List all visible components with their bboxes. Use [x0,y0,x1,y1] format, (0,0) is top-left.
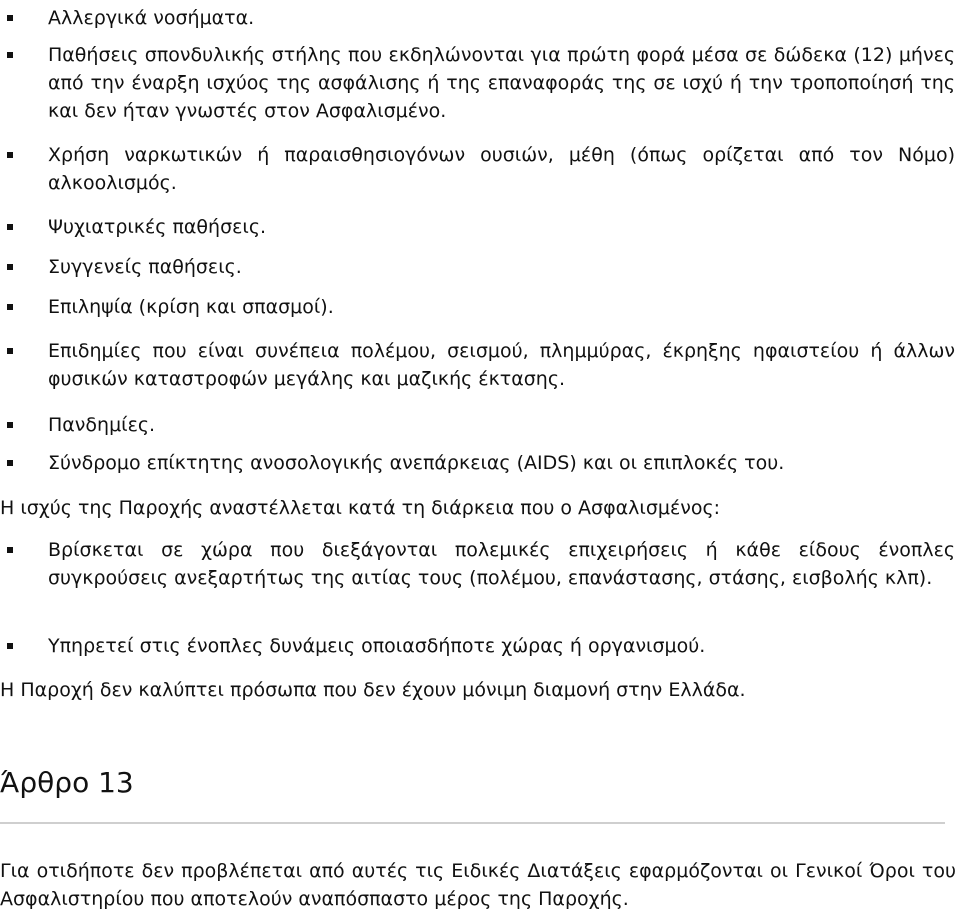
list-item-text: Επιδημίες που είναι συνέπεια πολέμου, σεισμού, πλημμύρας, έκρηξης ηφαιστείου ή άλλων φυσικών καταστροφών μεγάλης και μαζικής έκτασης. [48,340,955,390]
article-text: Για οτιδήποτε δεν προβλέπεται από αυτές τις Ειδικές Διατάξεις εφαρμόζονται οι Γενικοί Όροι του Ασφαλιστηρίου που αποτελούν αναπόσπαστο μέρος της Παροχής. [0,860,956,910]
bullet-square-icon [7,224,13,230]
bullet-square-icon [7,52,13,58]
heading-divider [0,822,945,824]
suspension-intro: Η ισχύς της Παροχής αναστέλλεται κατά τη διάρκεια που ο Ασφαλισμένος: [0,497,721,519]
bullet-square-icon [7,304,13,310]
list-item-text: Ψυχιατρικές παθήσεις. [48,216,267,238]
residency-note: Η Παροχή δεν καλύπτει πρόσωπα που δεν έχουν μόνιμη διαμονή στην Ελλάδα. [0,679,746,701]
bullet-square-icon [7,264,13,270]
list-item-text: Πανδημίες. [48,414,156,436]
list-item-text: Σύνδρομο επίκτητης ανοσολογικής ανεπάρκειας (AIDS) και οι επιπλοκές του. [48,452,785,474]
bullet-square-icon [7,422,13,428]
bullet-square-icon [7,152,13,158]
list-item-text: Βρίσκεται σε χώρα που διεξάγονται πολεμικές επιχειρήσεις ή κάθε είδους ένοπλες συγκρούσεις ανεξαρτήτως της αιτίας τους (πολέμου, επανάστασης, στάσης, εισβολής κλπ). [48,539,955,589]
article-heading: Άρθρο 13 [0,766,134,799]
list-item-text: Υπηρετεί στις ένοπλες δυνάμεις οποιασδήποτε χώρας ή οργανισμού. [48,635,706,657]
list-item-text: Συγγενείς παθήσεις. [48,256,242,278]
bullet-square-icon [7,348,13,354]
bullet-square-icon [7,460,13,466]
list-item-text: Αλλεργικά νοσήματα. [48,7,255,29]
bullet-square-icon [7,547,13,553]
bullet-square-icon [7,643,13,649]
list-item-text: Χρήση ναρκωτικών ή παραισθησιογόνων ουσιών, μέθη (όπως ορίζεται από τον Νόμο) αλκοολισμός. [48,144,955,194]
list-item-text: Παθήσεις σπονδυλικής στήλης που εκδηλώνονται για πρώτη φορά μέσα σε δώδεκα (12) μήνες από την έναρξη ισχύος της ασφάλισης ή της επαναφοράς της σε ισχύ ή την τροποποίησή της και δεν ήταν γνωστές στον Ασφαλισμένο. [48,44,955,122]
bullet-square-icon [7,15,13,21]
list-item-text: Επιληψία (κρίση και σπασμοί). [48,296,334,318]
